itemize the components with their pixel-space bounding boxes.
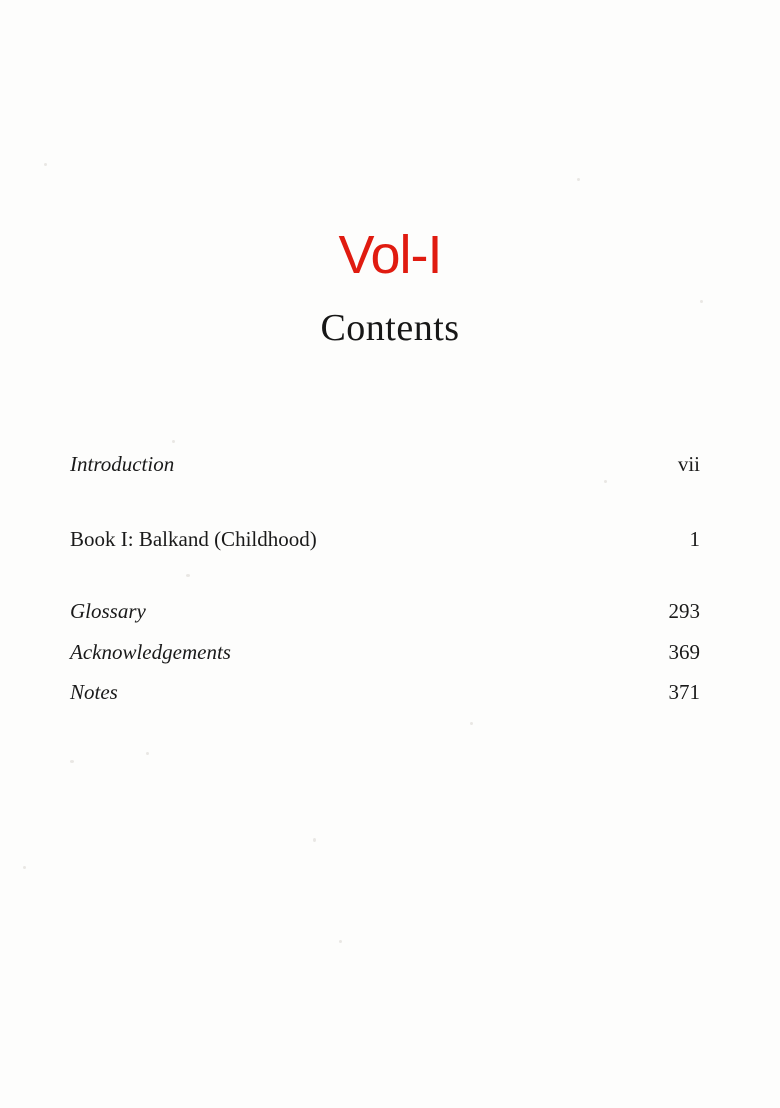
paper-speckle — [700, 300, 703, 303]
volume-title: Vol-I — [338, 225, 442, 285]
toc-entry-acknowledgements[interactable] — [70, 636, 700, 669]
toc-entry-page: 371 — [668, 680, 700, 705]
toc-entry-notes[interactable] — [70, 676, 700, 709]
paper-speckle — [70, 760, 74, 763]
toc-group — [70, 523, 700, 556]
toc-entry-page: 369 — [668, 639, 700, 664]
toc-group — [70, 595, 700, 709]
paper-speckle — [44, 163, 47, 166]
toc-entry-label: Notes — [70, 680, 118, 705]
paper-speckle — [23, 866, 26, 869]
paper-speckle — [577, 178, 580, 181]
page-title: Contents — [320, 307, 460, 349]
toc-entry-label: Glossary — [70, 599, 146, 624]
toc-group — [70, 448, 700, 481]
paper-speckle — [172, 440, 175, 443]
toc-entry-page: vii — [677, 452, 700, 476]
toc-entry-introduction[interactable] — [70, 448, 700, 481]
toc-entry-label: Book I: Balkand (Childhood) — [70, 526, 317, 551]
toc-entry-label: Acknowledgements — [70, 639, 231, 664]
paper-speckle — [146, 752, 149, 755]
toc-entry-glossary[interactable] — [70, 595, 700, 628]
paper-speckle — [313, 838, 316, 842]
paper-speckle — [339, 940, 342, 943]
toc-entry-book-i[interactable] — [70, 523, 700, 556]
toc-entry-label: Introduction — [70, 452, 175, 476]
toc-entry-page: 1 — [689, 526, 700, 551]
table-of-contents — [70, 448, 700, 737]
toc-entry-page: 293 — [668, 599, 700, 624]
